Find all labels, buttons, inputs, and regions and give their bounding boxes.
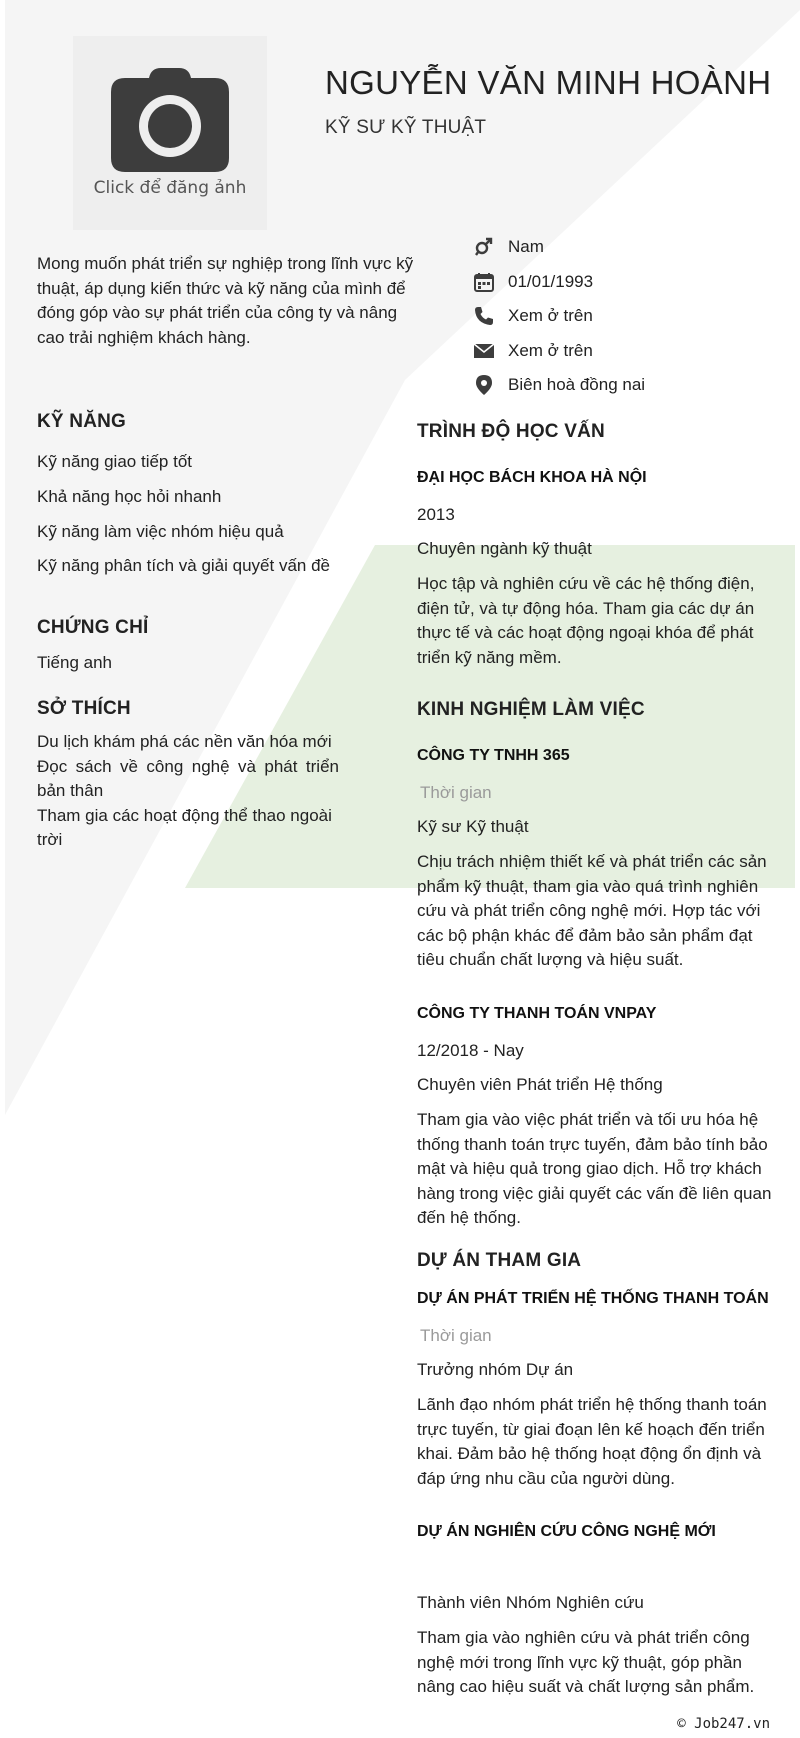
education-major: Chuyên ngành kỹ thuật: [417, 539, 592, 558]
certificates-title: CHỨNG CHỈ: [37, 617, 149, 638]
hobby-item: Đọc sách về công nghệ và phát triển bản thân: [37, 756, 339, 800]
contact-address: [473, 368, 645, 403]
job-title: KỸ SƯ KỸ THUẬT: [325, 117, 487, 138]
phone-icon: [473, 305, 495, 327]
certificate-item: Tiếng anh: [37, 653, 112, 672]
experience-period: 12/2018 - Nay: [417, 1041, 524, 1060]
project-name: DỰ ÁN PHÁT TRIỂN HỆ THỐNG THANH TOÁN: [417, 1290, 769, 1307]
gender-icon: [473, 236, 495, 258]
hobbies-list: [37, 730, 339, 853]
hobby-item: Du lịch khám phá các nền văn hóa mới: [37, 732, 332, 751]
experience-title: KINH NGHIỆM LÀM VIỆC: [417, 699, 645, 720]
location-pin-icon: [473, 374, 495, 396]
career-objective: Mong muốn phát triển sự nghiệp trong lĩnh vực kỹ thuật, áp dụng kiến thức và kỹ năng của mình để đóng góp vào sự phát triển của công ty và nâng cao trải nghiệm khách hàng.: [37, 254, 414, 347]
experience-period: Thời gian: [420, 783, 492, 802]
skills-title: KỸ NĂNG: [37, 411, 127, 432]
hobby-item: Tham gia các hoạt động thể thao ngoài trời: [37, 805, 332, 849]
project-description: Tham gia vào nghiên cứu và phát triển công nghệ mới trong lĩnh vực kỹ thuật, góp phần nâng cao hiệu suất và chất lượng sản phẩm.: [417, 1628, 755, 1696]
project-period: Thời gian: [420, 1326, 492, 1345]
experience-description: Chịu trách nhiệm thiết kế và phát triển các sản phẩm kỹ thuật, tham gia vào quá trình nghiên cứu và phát triển công nghệ mới. Hợp tác với các bộ phận khác để đảm bảo sản phẩm đạt tiêu chuẩn chất lượng và hiệu suất.: [417, 852, 767, 969]
skill-item: Kỹ năng giao tiếp tốt: [37, 452, 193, 471]
school-name: ĐẠI HỌC BÁCH KHOA HÀ NỘI: [417, 469, 647, 486]
experience-role: Kỹ sư Kỹ thuật: [417, 817, 529, 836]
email-value: Xem ở trên: [508, 340, 593, 360]
phone-value: Xem ở trên: [508, 306, 593, 326]
project-name: DỰ ÁN NGHIÊN CỨU CÔNG NGHỆ MỚI: [417, 1523, 716, 1540]
experience-role: Chuyên viên Phát triển Hệ thống: [417, 1075, 663, 1094]
contact-gender: [473, 230, 645, 265]
education-period: 2013: [417, 505, 455, 524]
gender-value: Nam: [508, 237, 544, 257]
birthday-value: 01/01/1993: [508, 271, 594, 291]
contact-birthday: [473, 265, 645, 300]
copyright-footer: © Job247.vn: [677, 1716, 770, 1732]
contact-email: [473, 334, 645, 369]
experience-description: Tham gia vào việc phát triển và tối ưu hóa hệ thống thanh toán trực tuyến, đảm bảo tính bảo mật và hiệu quả trong giao dịch. Hỗ trợ khách hàng trong việc giải quyết các vấn đề liên quan đến hệ thống.: [417, 1110, 772, 1227]
photo-upload[interactable]: [73, 36, 267, 230]
project-role: Thành viên Nhóm Nghiên cứu: [417, 1593, 644, 1612]
contact-info: [473, 230, 645, 403]
skill-item: Kỹ năng phân tích và giải quyết vấn đề: [37, 556, 330, 575]
address-value: Biên hoà đồng nai: [508, 375, 646, 395]
education-description: Học tập và nghiên cứu về các hệ thống điện, điện tử, và tự động hóa. Tham gia các dự án thực tế và các hoạt động ngoại khóa để phát triển kỹ năng mềm.: [417, 574, 755, 667]
project-role: Trưởng nhóm Dự án: [417, 1360, 574, 1379]
camera-icon: [111, 68, 229, 172]
photo-caption: Click để đăng ảnh: [93, 178, 247, 198]
mail-icon: [473, 340, 495, 362]
company-name: CÔNG TY TNHH 365: [417, 747, 570, 764]
candidate-name: NGUYỄN VĂN MINH HOÀNH: [325, 64, 772, 101]
skill-item: Kỹ năng làm việc nhóm hiệu quả: [37, 522, 284, 541]
project-description: Lãnh đạo nhóm phát triển hệ thống thanh toán trực tuyến, từ giai đoạn lên kế hoạch đến triển khai. Đảm bảo hệ thống hoạt động ổn định và đáp ứng nhu cầu của người dùng.: [417, 1395, 767, 1488]
skill-item: Khả năng học hỏi nhanh: [37, 487, 222, 506]
hobbies-title: SỞ THÍCH: [37, 698, 131, 719]
company-name: CÔNG TY THANH TOÁN VNPAY: [417, 1005, 657, 1022]
projects-title: DỰ ÁN THAM GIA: [417, 1250, 582, 1271]
calendar-icon: [473, 271, 495, 293]
contact-phone: [473, 299, 645, 334]
education-title: TRÌNH ĐỘ HỌC VẤN: [417, 421, 605, 442]
